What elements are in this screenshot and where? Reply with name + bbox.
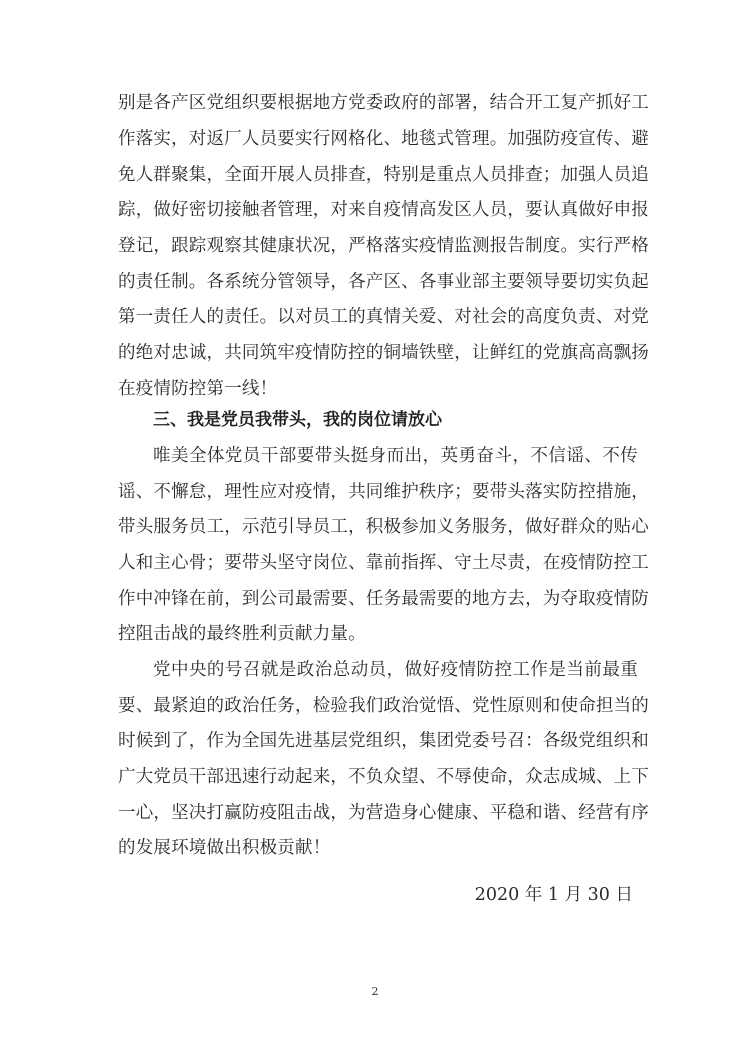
paragraph-3-line: 的发展环境做出积极贡献！: [118, 838, 331, 858]
paragraph-1-line: 在疫情防控第一线！: [118, 379, 278, 399]
paragraph-2-line: 控阻击战的最终胜利贡献力量。: [118, 624, 366, 644]
paragraph-1-line: 踪，做好密切接触者管理，对来自疫情高发区人员，要认真做好申报: [118, 200, 649, 220]
paragraph-1-line: 的绝对忠诚，共同筑牢疫情防控的铜墙铁壁，让鲜红的党旗高高飘扬: [118, 343, 649, 363]
paragraph-2-line: 谣、不懈怠，理性应对疫情，共同维护秩序；要带头落实防控措施，: [118, 482, 649, 502]
paragraph-1-line: 作落实，对返厂人员要实行网格化、地毯式管理。加强防疫宣传、避: [118, 129, 649, 149]
paragraph-2-line: 唯美全体党员干部要带头挺身而出，英勇奋斗，不信谣、不传: [153, 446, 638, 466]
paragraph-1-line: 别是各产区党组织要根据地方党委政府的部署，结合开工复产抓好工: [118, 93, 649, 113]
paragraph-2-line: 带头服务员工，示范引导员工，积极参加义务服务，做好群众的贴心: [118, 517, 649, 537]
paragraph-2-line: 人和主心骨；要带头坚守岗位、靠前指挥、守土尽责，在疫情防控工: [118, 553, 649, 573]
page-number: 2: [371, 985, 379, 998]
paragraph-3-line: 一心，坚决打赢防疫阻击战，为营造身心健康、平稳和谐、经营有序: [118, 803, 649, 823]
section-heading: 三、我是党员我带头，我的岗位请放心: [153, 410, 442, 430]
paragraph-2-line: 作中冲锋在前，到公司最需要、任务最需要的地方去，为夺取疫情防: [118, 589, 649, 609]
paragraph-3-line: 党中央的号召就是政治总动员，做好疫情防控工作是当前最重: [153, 660, 638, 680]
paragraph-1-line: 第一责任人的责任。以对员工的真情关爱、对社会的高度负责、对党: [118, 307, 649, 327]
paragraph-1-line: 的责任制。各系统分管领导，各产区、各事业部主要领导要切实负起: [118, 272, 649, 292]
document-date: 2020 年 1 月 30 日: [474, 885, 633, 905]
paragraph-3-line: 要、最紧迫的政治任务，检验我们政治觉悟、党性原则和使命担当的: [118, 696, 649, 716]
paragraph-1-line: 免人群聚集，全面开展人员排查，特别是重点人员排查；加强人员追: [118, 165, 649, 185]
paragraph-3-line: 时候到了，作为全国先进基层党组织，集团党委号召：各级党组织和: [118, 731, 649, 751]
paragraph-3-line: 广大党员干部迅速行动起来，不负众望、不辱使命，众志成城、上下: [118, 767, 649, 787]
paragraph-1-line: 登记，跟踪观察其健康状况，严格落实疫情监测报告制度。实行严格: [118, 236, 649, 256]
